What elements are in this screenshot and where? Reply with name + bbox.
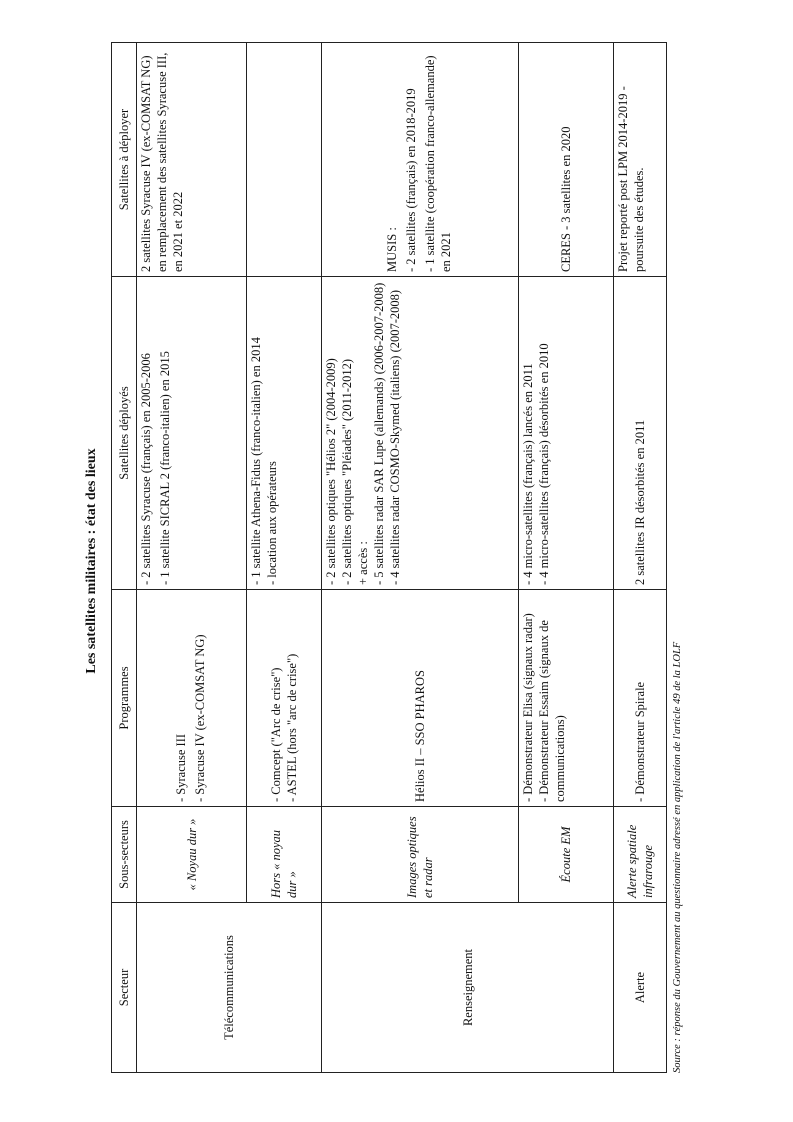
header-deployes: Satellites déployés: [112, 277, 137, 590]
deployes-cell: [247, 277, 322, 590]
sous-secteur-cell: Hors « noyau dur »: [247, 807, 322, 903]
a-deployer: MUSIS :: [384, 227, 399, 272]
deploye: - 2 satellites optiques "Pléiades" (2011-2012): [340, 358, 354, 585]
table-row: [322, 43, 519, 1073]
sous-secteur-cell: « Noyau dur »: [137, 807, 247, 903]
secteur-cell: Télécommunications: [137, 903, 322, 1073]
table-row: [137, 43, 247, 1073]
deploye: - 2 satellites optiques "Hélios 2" (2004-2009): [324, 358, 338, 585]
programme: - Comcept ("Arc de crise"): [269, 667, 283, 802]
deployes-cell: [137, 277, 247, 590]
deploye: - location aux opérateurs: [265, 461, 279, 585]
a-deployer-cell: Projet reporté post LPM 2014-2019 - poursuite des études.: [614, 43, 667, 277]
source-note: Source : réponse du Gouvernement au questionnaire adressé en application de l'article 49 de la LOLF: [672, 641, 683, 1073]
deploye: - 1 satellite Athena-Fidus (franco-italien) en 2014: [249, 337, 263, 585]
programmes-cell: [137, 590, 247, 807]
table-row: [614, 43, 667, 1073]
programme: - Syracuse IV (ex-COMSAT NG): [192, 634, 207, 802]
header-a-deployer: Satellites à déployer: [112, 43, 137, 277]
sous-secteur-cell: Alerte spatiale infrarouge: [614, 807, 667, 903]
deploye: - 4 micro-satellites (français) désorbités en 2010: [537, 343, 551, 585]
a-deployer-cell: [322, 43, 519, 277]
header-sous-secteurs: Sous-secteurs: [112, 807, 137, 903]
deploye: - 5 satellites radar SAR Lupe (allemands) (2006-2007-2008): [372, 282, 386, 585]
programmes-cell: [247, 590, 322, 807]
secteur-cell: Renseignement: [322, 903, 614, 1073]
deployes-cell: 2 satellites IR désorbités en 2011: [614, 277, 667, 590]
a-deployer: 2 satellites Syracuse IV (ex-COMSAT NG) en remplacement des satellites Syracuse III, en 2021 et 2022: [139, 52, 185, 272]
satellites-table: [111, 42, 667, 1073]
deploye: - 1 satellite SICRAL 2 (franco-italien) en 2015: [158, 351, 172, 585]
a-deployer: - 2 satellites (français) en 2018-2019: [403, 88, 418, 272]
a-deployer-cell: [247, 43, 322, 277]
programmes-cell: [519, 590, 614, 807]
secteur-cell: Alerte: [614, 903, 667, 1073]
a-deployer-cell: CERES - 3 satellites en 2020: [519, 43, 614, 277]
sous-secteur-cell: Images optiques et radar: [322, 807, 519, 903]
programme: - ASTEL (hors "arc de crise"): [285, 653, 299, 802]
deploye: - 4 micro-satellites (français) lancés en 2011: [521, 363, 535, 585]
programmes-cell: - Démonstrateur Spirale: [614, 590, 667, 807]
page-title: Les satellites militaires : état des lieux: [84, 448, 99, 674]
deploye: - 4 satellites radar COSMO-Skymed (italiens) (2007-2008): [388, 289, 402, 585]
header-secteur: Secteur: [112, 903, 137, 1073]
deploye: - 2 satellites Syracuse (français) en 2005-2006: [139, 353, 153, 585]
programme: - Démonstrateur Essaim (signaux de communications): [537, 620, 567, 802]
deployes-cell: [519, 277, 614, 590]
a-deployer: - 1 satellite (coopération franco-allemande) en 2021: [422, 55, 453, 272]
programme: - Syracuse III: [173, 733, 188, 802]
programme: - Démonstrateur Elisa (signaux radar): [521, 613, 535, 802]
programmes-cell: Hélios II – SSO PHAROS: [322, 590, 519, 807]
header-programmes: Programmes: [112, 590, 137, 807]
header-row: [112, 43, 137, 1073]
deployes-cell: [322, 277, 519, 590]
sous-secteur-cell: Écoute EM: [519, 807, 614, 903]
deploye: + accès :: [356, 541, 370, 585]
a-deployer-cell: [137, 43, 247, 277]
